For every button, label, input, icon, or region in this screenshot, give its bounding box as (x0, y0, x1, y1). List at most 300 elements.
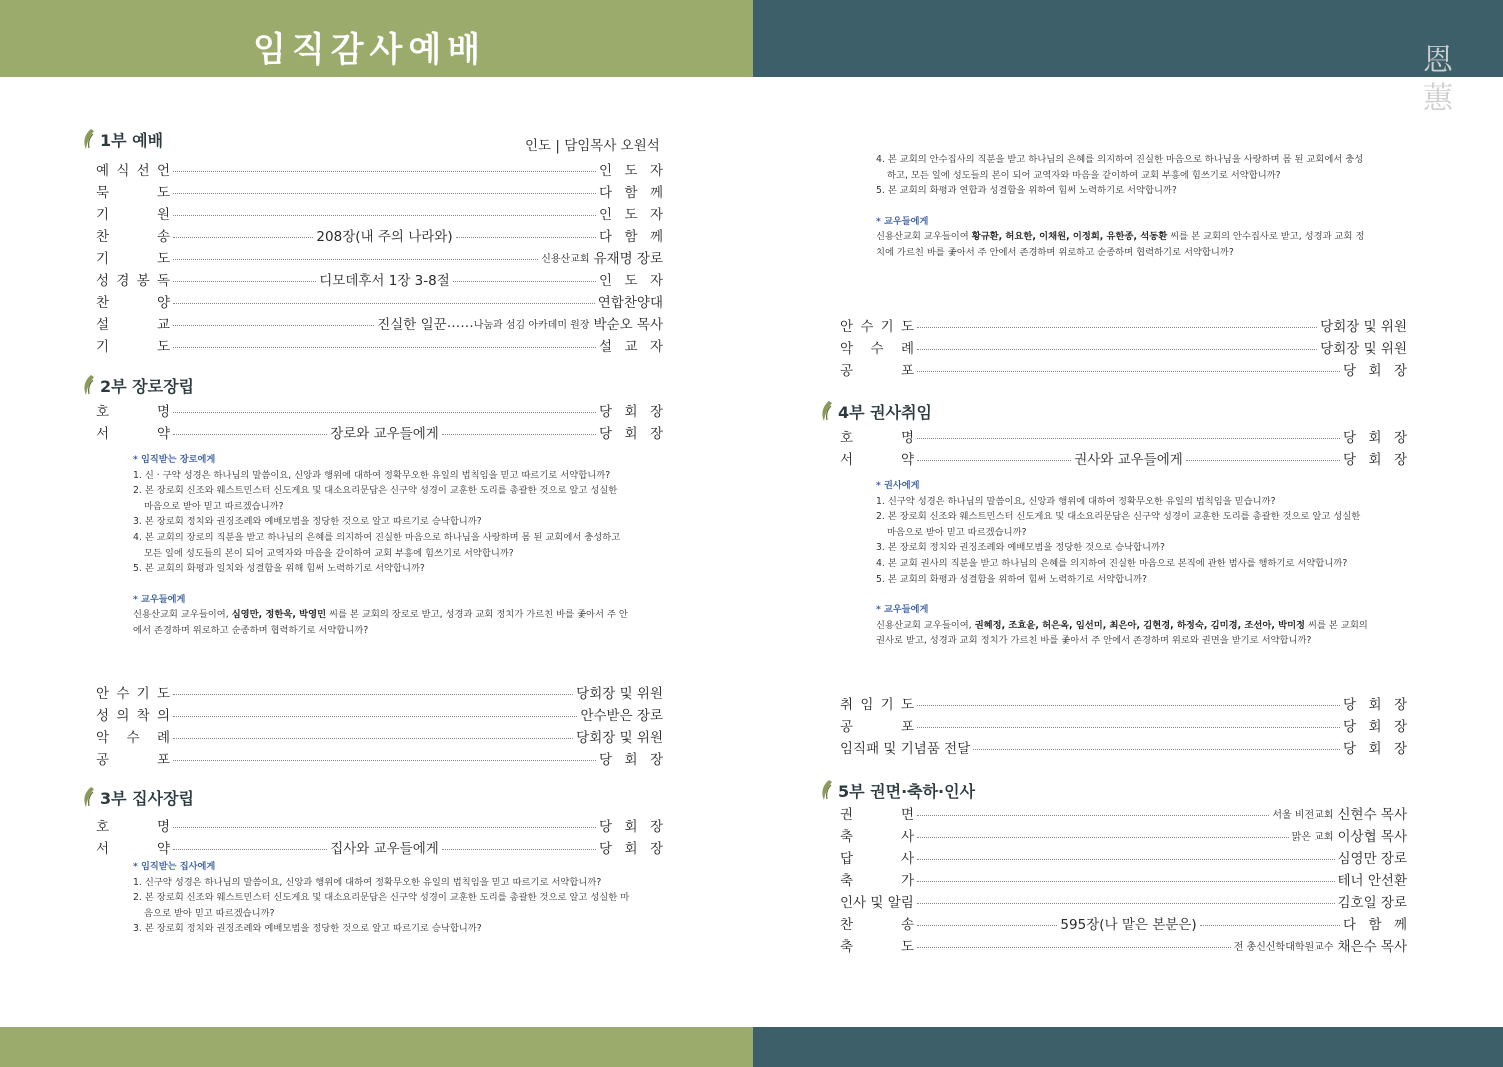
leaf-icon (82, 374, 96, 396)
char: 당 (599, 404, 613, 420)
row-right (1343, 426, 1407, 446)
leader-dots (917, 947, 1231, 948)
row-right (598, 291, 663, 311)
leader-dots (917, 815, 1269, 816)
leader-dots (173, 171, 596, 172)
leader-dots (917, 349, 1317, 350)
row-label (96, 837, 170, 857)
row-label (96, 313, 170, 333)
program-row (96, 180, 663, 202)
row-right (1343, 693, 1407, 713)
char: 서 (840, 452, 854, 468)
row-right (580, 704, 663, 724)
leader-dots (173, 738, 573, 739)
leader-dots (917, 859, 1335, 860)
row-right (1292, 825, 1407, 845)
char: 인 (599, 163, 613, 179)
char: 독 (156, 273, 170, 289)
row-label (96, 247, 170, 267)
row-right-affiliation: 전 총신신학대학원교수 (1233, 941, 1334, 953)
row-right-value (599, 269, 663, 289)
char: 장 (1393, 719, 1407, 735)
program-row (96, 158, 663, 180)
row-right-value: 유재명 장로 (593, 251, 663, 267)
char: 께 (649, 229, 663, 245)
row-right-affiliation: 서울 비전교회 (1272, 809, 1334, 821)
vow-item: 4. 본 교회의 장로의 직분을 받고 하나님의 은혜를 의지하여 진실한 마음으로 하나님을 사랑하며 몸 된 교회에서 충성하고 모든 일에 성도들의 본이 되어 교역자와 마음을 같이하여 교회 부흥에 힘쓰기로 서약합니까? (133, 531, 621, 559)
row-right-value: 안수받은 장로 (580, 708, 663, 724)
row-right (599, 748, 663, 768)
program-row (96, 747, 663, 769)
char: 당 (1343, 741, 1357, 757)
char: 안 (840, 319, 854, 335)
char: 약 (900, 452, 914, 468)
char: 장 (649, 752, 663, 768)
char: 예 (96, 163, 110, 179)
service-leader: 인도 | 담임목사 오원석 (525, 138, 660, 154)
row-right (541, 247, 663, 267)
char: 다 (599, 229, 613, 245)
char: 의 (116, 708, 130, 724)
char: 기 (96, 251, 110, 267)
section-heading-part3: 3부 집사장립 (82, 786, 194, 808)
cong-heading: * 교우들에게 (876, 604, 929, 616)
char: 축 (840, 829, 854, 845)
program-row (96, 725, 663, 747)
program-row (840, 358, 1407, 380)
row-right-value: 김호일 장로 (1337, 895, 1407, 911)
char: 장 (649, 819, 663, 835)
deco-char-1: 恩 (1423, 43, 1453, 78)
footer-band-left (0, 1027, 753, 1067)
row-middle-text: 집사와 교우들에게 (330, 841, 439, 857)
char: 도 (900, 939, 914, 955)
row-middle-text: 595장(나 맡은 본분은) (1060, 917, 1197, 933)
row-right-value (599, 159, 663, 179)
char: 포 (900, 363, 914, 379)
section-heading-part2: 2부 장로장립 (82, 374, 194, 396)
char: 답 (840, 851, 854, 867)
leader-dots (442, 434, 596, 435)
leader-dots (173, 827, 596, 828)
row-right-value (1343, 913, 1407, 933)
program-row (96, 290, 663, 312)
row-right (1338, 891, 1408, 911)
row-label (96, 335, 170, 355)
row-right-value (599, 422, 663, 442)
row-label (96, 181, 170, 201)
program-row (840, 846, 1407, 868)
char: 기 (96, 207, 110, 223)
program-row (96, 268, 663, 290)
program-row (840, 802, 1407, 824)
char: 성 (96, 708, 110, 724)
vow-heading: * 임직받는 집사에게 (133, 861, 216, 872)
char: 식 (116, 163, 130, 179)
char: 장 (649, 404, 663, 420)
char: 회 (1368, 363, 1382, 379)
char: 당 (1343, 697, 1357, 713)
char: 공 (840, 719, 854, 735)
char: 회 (1368, 719, 1382, 735)
char: 원 (156, 207, 170, 223)
row-right (1234, 935, 1407, 955)
row-label: 임직패 및 기념품 전달 (840, 741, 971, 757)
program-row (840, 425, 1407, 447)
row-right-value: 당회장 및 위원 (576, 730, 663, 746)
char: 성 (96, 273, 110, 289)
row-middle-text: 진실한 일꾼 (377, 317, 447, 333)
row-right-value: 연합찬양대 (597, 295, 663, 311)
vow-heading: * 권사에게 (876, 480, 920, 491)
row-right (1343, 448, 1407, 468)
row-label (96, 748, 170, 768)
row-right-value: 이상협 목사 (1337, 829, 1407, 845)
row-label (840, 869, 914, 889)
row-middle-text: 디모데후서 1장 3-8절 (319, 273, 450, 289)
row-right-value (1343, 715, 1407, 735)
program-row (840, 714, 1407, 736)
char: 명 (156, 819, 170, 835)
leaf-icon (820, 779, 834, 801)
char: 당 (1343, 430, 1357, 446)
row-label (96, 422, 170, 442)
vow-heading: * 임직받는 장로에게 (133, 454, 216, 465)
char: 송 (900, 917, 914, 933)
row-label (840, 847, 914, 867)
program-row (840, 336, 1407, 358)
leader-dots (173, 281, 316, 282)
vow-item: 5. 본 교회의 화평과 일치와 성결함을 위해 힘써 노력하기로 서약합니까? (133, 563, 425, 575)
part2-vows-block (133, 452, 628, 639)
char: 호 (840, 430, 854, 446)
char: 자 (649, 273, 663, 289)
row-label (840, 803, 914, 823)
char: 도 (624, 207, 638, 223)
char: 장 (1393, 452, 1407, 468)
char: 송 (156, 229, 170, 245)
row-right-value (1343, 737, 1407, 757)
leader-dots (173, 760, 596, 761)
leader-dots (173, 412, 596, 413)
row-label (96, 726, 170, 746)
row-right-affiliation: 맑은 교회 (1291, 831, 1334, 843)
row-right (1338, 847, 1408, 867)
vow-item: 1. 신구약 성경은 하나님의 말씀이요, 신앙과 행위에 대하여 정확무오한 유일의 법칙임을 믿고 따르기로 서약합니까? (133, 876, 602, 888)
char: 회 (1368, 741, 1382, 757)
char: 께 (1393, 917, 1407, 933)
leader-dots (917, 837, 1289, 838)
char: 회 (1368, 430, 1382, 446)
row-right-value (599, 181, 663, 201)
page-title: 임직감사예배 (253, 30, 487, 70)
program-row (96, 246, 663, 268)
row-right-value: 채은수 목사 (1337, 939, 1407, 955)
row-label (840, 935, 914, 955)
char: 회 (624, 752, 638, 768)
char: 수 (116, 686, 130, 702)
leader-dots (173, 849, 327, 850)
char: 면 (900, 807, 914, 823)
row-label (840, 693, 914, 713)
row-label (96, 815, 170, 835)
char: 도 (624, 163, 638, 179)
char: 당 (1343, 719, 1357, 735)
leader-dots (173, 716, 577, 717)
cong-text: 신용산교회 교우들이여, 심영만, 정한욱, 박영민 씨를 본 교회의 장로로 받고, 성경과 교회 정치가 가르친 바를 좇아서 주 안에서 존경하며 위로하고 순종하며 협력하기로 서약합니까? (133, 609, 628, 636)
row-right-value: 신현수 목사 (1337, 807, 1407, 823)
vow-item: 3. 본 장로회 정치와 권징조례와 예배모범을 정당한 것으로 알고 따르기로 승낙합니까? (133, 516, 482, 528)
char: 당 (599, 752, 613, 768)
char: 수 (860, 319, 874, 335)
leader-dots (456, 237, 596, 238)
row-right (599, 159, 663, 179)
vow-item: 1. 신 · 구약 성경은 하나님의 말씀이요, 신앙과 행위에 대하여 정확무오한 유일의 법칙임을 믿고 따르기로 서약합니까? (133, 469, 611, 481)
row-right (1272, 803, 1407, 823)
row-label (96, 400, 170, 420)
leader-dots (173, 193, 596, 194)
char: 안 (96, 686, 110, 702)
leader-dots (917, 371, 1340, 372)
row-right-value (599, 837, 663, 857)
char: 취 (840, 697, 854, 713)
char: 축 (840, 873, 854, 889)
char: 수 (870, 341, 884, 357)
leader-dots (173, 303, 595, 304)
char: 기 (136, 686, 150, 702)
row-right (599, 815, 663, 835)
leader-dots (173, 434, 327, 435)
row-right (576, 682, 663, 702)
leaf-icon (820, 400, 834, 422)
leader-dots (917, 925, 1057, 926)
row-right (599, 181, 663, 201)
leader-dots (173, 237, 313, 238)
leader-dots (173, 215, 596, 216)
leaf-icon (82, 786, 96, 808)
row-label (96, 682, 170, 702)
program-row (96, 421, 663, 443)
char: 공 (840, 363, 854, 379)
row-right-value (599, 203, 663, 223)
char: 회 (624, 841, 638, 857)
leader-dots (917, 727, 1340, 728)
char: 착 (136, 708, 150, 724)
char: 당 (1343, 452, 1357, 468)
vow-list (133, 875, 633, 937)
row-right (1343, 737, 1407, 757)
cong-names: 심영만, 정한욱, 박영민 (231, 609, 327, 621)
char: 약 (156, 841, 170, 857)
row-label (96, 159, 170, 179)
program-row (840, 824, 1407, 846)
char: 양 (156, 295, 170, 311)
char: 인 (599, 207, 613, 223)
decorative-characters (1418, 42, 1458, 118)
char: 례 (156, 730, 170, 746)
vow-item: 1. 신구약 성경은 하나님의 말씀이요, 신앙과 행위에 대하여 정확무오한 유일의 법칙임을 믿습니까? (876, 495, 1276, 507)
char: 선 (136, 163, 150, 179)
leader-dots (173, 325, 374, 326)
program-row (840, 934, 1407, 956)
leader-dots (917, 460, 1071, 461)
program-row (96, 312, 663, 334)
vow-item: 2. 본 장로회 신조와 웨스트민스터 신도게요 및 대소요리문답은 신구약 성경이 교훈한 도리를 총괄한 것으로 알고 성실한 마음으로 받아 믿고 따르겠습니까? (133, 892, 630, 919)
char: 공 (96, 752, 110, 768)
leader-dots (917, 903, 1335, 904)
char: 당 (1343, 363, 1357, 379)
deco-char-2: 蕙 (1423, 81, 1453, 116)
char: 회 (624, 404, 638, 420)
row-right-value: 테너 안선환 (1337, 873, 1407, 889)
part3-vows-continued (876, 152, 1371, 261)
char: 당 (599, 819, 613, 835)
char: 다 (1343, 917, 1357, 933)
row-right (599, 269, 663, 289)
program-row (96, 399, 663, 421)
leader-dots (442, 849, 596, 850)
char: 다 (599, 185, 613, 201)
char: 회 (1368, 697, 1382, 713)
char: 사 (900, 851, 914, 867)
vow-item: 5. 본 교회의 화평과 성결함을 위하여 힘써 노력하기로 서약합니까? (876, 573, 1147, 585)
char: 명 (156, 404, 170, 420)
row-right (599, 837, 663, 857)
row-label (840, 337, 914, 357)
char: 도 (156, 251, 170, 267)
row-right-value (599, 335, 663, 355)
vow-list (133, 468, 628, 577)
char: 악 (840, 341, 854, 357)
char: 설 (96, 317, 110, 333)
header-band-right (753, 0, 1503, 77)
char: 도 (156, 339, 170, 355)
program-row (96, 202, 663, 224)
vow-item: 5. 본 교회의 화평과 연합과 성결함을 위하여 힘써 노력하기로 서약합니까? (876, 185, 1177, 197)
char: 수 (126, 730, 140, 746)
row-label (840, 715, 914, 735)
section-heading-part4: 4부 권사취임 (820, 400, 932, 422)
row-right-value (599, 815, 663, 835)
cong-text: 신용산교회 교우들이여 황규환, 허요한, 이채원, 이정희, 유한종, 석동환 씨를 본 교회의 안수집사로 받고, 성경과 교회 정치에 가르친 바를 좇아서 주 안에서 존경하며 위로하고 순종하며 협력하기로 서약합니까? (876, 231, 1365, 258)
row-right-value (1343, 448, 1407, 468)
vow-item: 3. 본 장로회 정치와 권징조례와 예배모범을 정당한 것으로 알고 따르기로 승낙합니까? (133, 923, 482, 935)
vow-list-continued (876, 152, 1371, 199)
leader-dots (917, 881, 1335, 882)
row-right-value (1343, 693, 1407, 713)
row-label (96, 269, 170, 289)
row-right-value (599, 748, 663, 768)
char: 도 (900, 697, 914, 713)
char: 회 (624, 819, 638, 835)
footer-band-right (753, 1027, 1503, 1067)
vow-item: 4. 본 교회 권사의 직분을 받고 하나님의 은혜를 의지하여 진실한 마음으로 본직에 관한 범사를 행하기로 서약합니까? (876, 557, 1348, 569)
char: 사 (900, 829, 914, 845)
row-right-value: 당회장 및 위원 (1320, 341, 1407, 357)
row-label (840, 315, 914, 335)
row-right (1320, 315, 1407, 335)
vow-list (876, 494, 1371, 588)
char: 도 (900, 319, 914, 335)
char: 교 (156, 317, 170, 333)
char: 찬 (96, 295, 110, 311)
program-row (840, 692, 1407, 714)
char: 례 (900, 341, 914, 357)
row-right-value (1343, 426, 1407, 446)
char: 서 (96, 426, 110, 442)
char: 경 (116, 273, 130, 289)
char: 도 (156, 185, 170, 201)
leader-dots (173, 259, 538, 260)
char: 회 (624, 426, 638, 442)
char: 장 (1393, 363, 1407, 379)
char: 회 (1368, 452, 1382, 468)
leader-dots (173, 347, 596, 348)
row-label (840, 426, 914, 446)
part3-vows-block (133, 859, 633, 937)
leader-dots (173, 694, 573, 695)
program-row (840, 736, 1407, 758)
char: 께 (649, 185, 663, 201)
char: 명 (900, 430, 914, 446)
char: 축 (840, 939, 854, 955)
section-heading-part1: 1부 예배 (82, 128, 163, 150)
row-right (576, 726, 663, 746)
char: 장 (649, 426, 663, 442)
row-middle-text: 208장(내 주의 나라와) (316, 229, 453, 245)
row-label (840, 913, 914, 933)
char: 묵 (96, 185, 110, 201)
program-row (840, 912, 1407, 934)
char: 함 (624, 185, 638, 201)
leader-dots (1200, 925, 1340, 926)
char: 찬 (96, 229, 110, 245)
row-label (96, 704, 170, 724)
row-right (1320, 337, 1407, 357)
char: 포 (156, 752, 170, 768)
vow-item: 2. 본 장로회 신조와 웨스트민스터 신도게요 및 대소요리문답은 신구약 성경이 교훈한 도리를 총괄한 것으로 알고 성실한 마음으로 받아 믿고 따르겠습니까? (133, 485, 618, 512)
cong-names: 황규환, 허요한, 이채원, 이정희, 유한종, 석동환 (971, 231, 1168, 243)
row-label (96, 225, 170, 245)
program-row (96, 681, 663, 703)
row-right (599, 422, 663, 442)
row-right-value: 당회장 및 위원 (576, 686, 663, 702)
char: 임 (860, 697, 874, 713)
program-row (840, 890, 1407, 912)
program-row (96, 224, 663, 246)
row-middle-text: 장로와 교우들에게 (330, 426, 439, 442)
program-row (96, 814, 663, 836)
row-right (599, 203, 663, 223)
leaf-icon (82, 128, 96, 150)
row-label (840, 359, 914, 379)
vow-item: 4. 본 교회의 안수집사의 직분을 받고 하나님의 은혜를 의지하여 진실한 마음으로 하나님을 사랑하며 몸 된 교회에서 충성하고, 모든 일에 성도들의 본이 되어 교역자와 마음을 같이하여 교회 부흥에 힘쓰기로 서약합니까? (876, 154, 1364, 181)
char: 포 (900, 719, 914, 735)
row-right-value: 박순오 목사 (593, 317, 663, 333)
row-right-value (599, 225, 663, 245)
leader-dots (917, 327, 1317, 328)
char: 인 (599, 273, 613, 289)
cong-names: 권혜정, 조효윤, 허은옥, 임선미, 최은아, 김현경, 하정숙, 김미경, 조선아, 박미정 (974, 619, 1306, 631)
vow-item: 2. 본 장로회 신조와 웨스트민스터 신도게요 및 대소요리문답은 신구약 성경이 교훈한 도리를 총괄한 것으로 알고 성실한 마음으로 받아 믿고 따르겠습니까? (876, 511, 1361, 538)
row-label (840, 448, 914, 468)
char: 호 (96, 819, 110, 835)
char: 찬 (840, 917, 854, 933)
char: 기 (880, 697, 894, 713)
row-right-value: 심영만 장로 (1337, 851, 1407, 867)
program-row (840, 314, 1407, 336)
cong-heading: * 교우들에게 (876, 215, 929, 227)
